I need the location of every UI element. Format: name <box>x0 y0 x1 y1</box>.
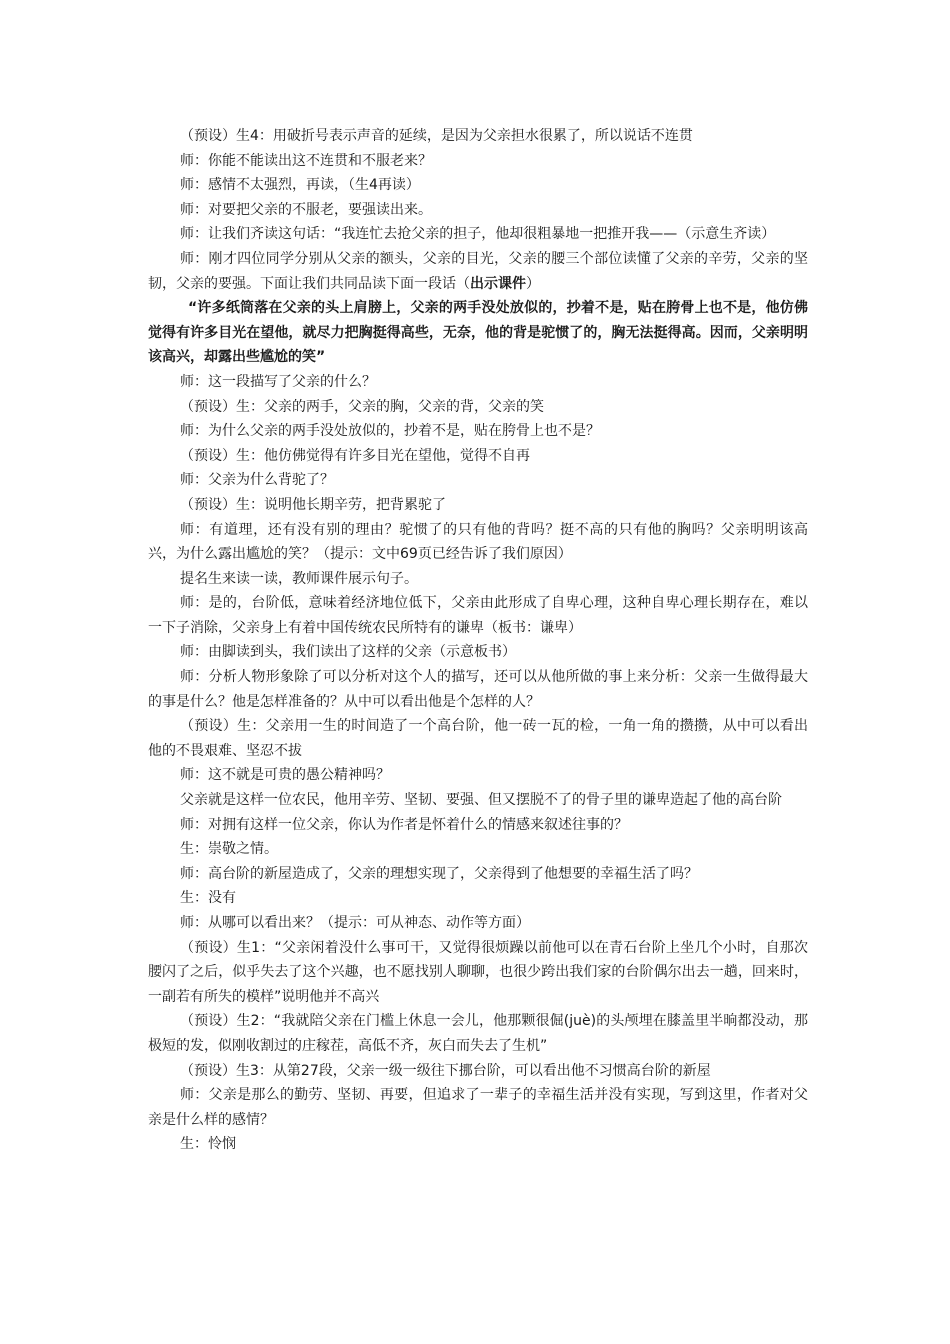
paragraph-22: 师：对拥有这样一位父亲，你认为作者是怀着什么的情感来叙述往事的？ <box>180 816 628 833</box>
paragraph-11: （预设）生：他仿佛觉得有许多目光在望他，觉得不自再 <box>180 447 530 464</box>
paragraph-25: 生：没有 <box>180 890 236 907</box>
paragraph-9: （预设）生：父亲的两手，父亲的胸，父亲的背，父亲的笑 <box>180 398 544 415</box>
paragraph-8: 师：这一段描写了父亲的什么？ <box>180 373 376 390</box>
paragraph-23: 生：崇敬之情。 <box>180 841 278 858</box>
paragraph-19: （预设）生：父亲用一生的时间造了一个高台阶，他一砖一瓦的检，一角一角的攒攒，从中可以看出他的不畏艰难、坚忍不拔 <box>148 718 808 759</box>
quoted-passage: “许多纸筒落在父亲的头上肩膀上，父亲的两手没处放似的，抄着不是，贴在胯骨上也不是，他仿佛觉得有许多目光在望他，就尽力把胸挺得高些，无奈，他的背是驼惯了的，胸无法挺得高。因而，父亲明明该高兴，却露出些尴尬的笑” <box>148 300 808 366</box>
paragraph-28: （预设）生2：“我就陪父亲在门槛上休息一会儿，他那颗很倔(juè)的头颅埋在膝盖里半晌都没动，那极短的发，似刚收割过的庄稼茬，高低不齐，灰白而失去了生机” <box>148 1013 808 1054</box>
paragraph-31: 生：怜悯 <box>180 1136 236 1153</box>
paragraph-3: 师：感情不太强烈，再读，（生4再读） <box>180 177 420 194</box>
paragraph-1: （预设）生4：用破折号表示声音的延续，是因为父亲担水很累了，所以说话不连贯 <box>180 128 693 144</box>
paragraph-15: 提名生来读一读，教师课件展示句子。 <box>180 570 418 587</box>
paragraph-14: 师：有道理，还有没有别的理由？驼惯了的只有他的背吗？挺不高的只有他的胸吗？父亲明明该高兴，为什么露出尴尬的笑？（提示：文中69页已经告诉了我们原因） <box>148 521 808 563</box>
paragraph-4: 师：对要把父亲的不服老，要强读出来。 <box>180 201 432 218</box>
paragraph-13: （预设）生：说明他长期辛劳，把背累驼了 <box>180 496 446 513</box>
paragraph-12: 师：父亲为什么背驼了？ <box>180 472 334 489</box>
document-page <box>148 124 808 1157</box>
paragraph-18: 师：分析人物形象除了可以分析对这个人的描写，还可以从他所做的事上来分析：父亲一生做得最大的事是什么？他是怎样准备的？从中可以看出他是个怎样的人？ <box>148 669 808 710</box>
paragraph-6-text: 师：刚才四位同学分别从父亲的额头，父亲的目光，父亲的腰三个部位读懂了父亲的辛劳，父亲的坚韧，父亲的要强。下面让我们共同品读下面一段话（ <box>148 250 808 292</box>
paragraph-24: 师：高台阶的新屋造成了，父亲的理想实现了，父亲得到了他想要的幸福生活了吗？ <box>180 865 698 882</box>
paragraph-17: 师：由脚读到头，我们读出了这样的父亲（示意板书） <box>180 644 516 661</box>
paragraph-6-close: ） <box>526 275 540 292</box>
paragraph-6 <box>148 247 808 296</box>
paragraph-29: （预设）生3：从第27段，父亲一级一级往下挪台阶，可以看出他不习惯高台阶的新屋 <box>180 1062 711 1079</box>
paragraph-20: 师：这不就是可贵的愚公精神吗？ <box>180 767 390 784</box>
courseware-label: 出示课件 <box>470 275 526 292</box>
paragraph-21: 父亲就是这样一位农民，他用辛劳、坚韧、要强、但又摆脱不了的骨子里的谦卑造起了他的高台阶 <box>180 792 782 809</box>
paragraph-16: 师：是的，台阶低，意味着经济地位低下，父亲由此形成了自卑心理，这种自卑心理长期存在，难以一下子消除，父亲身上有着中国传统农民所特有的谦卑（板书：谦卑） <box>148 595 808 636</box>
paragraph-26: 师：从哪可以看出来？（提示：可从神态、动作等方面） <box>180 915 530 931</box>
paragraph-10: 师：为什么父亲的两手没处放似的，抄着不是，贴在胯骨上也不是？ <box>180 423 600 440</box>
paragraph-5: 师：让我们齐读这句话：“我连忙去抢父亲的担子，他却很粗暴地一把推开我——（示意生齐读） <box>180 226 776 243</box>
paragraph-2: 师：你能不能读出这不连贯和不服老来？ <box>180 152 432 169</box>
paragraph-30: 师：父亲是那么的勤劳、坚韧、再要，但追求了一辈子的幸福生活并没有实现，写到这里，作者对父亲是什么样的感情？ <box>148 1087 808 1128</box>
paragraph-27: （预设）生1：“父亲闲着没什么事可干，又觉得很烦躁以前他可以在青石台阶上坐几个小时，自那次腰闪了之后，似乎失去了这个兴趣，也不愿找别人聊聊，也很少跨出我们家的台阶偶尔出去一趟，回来时，一副若有所失的模样”说明他并不高兴 <box>148 939 808 1005</box>
